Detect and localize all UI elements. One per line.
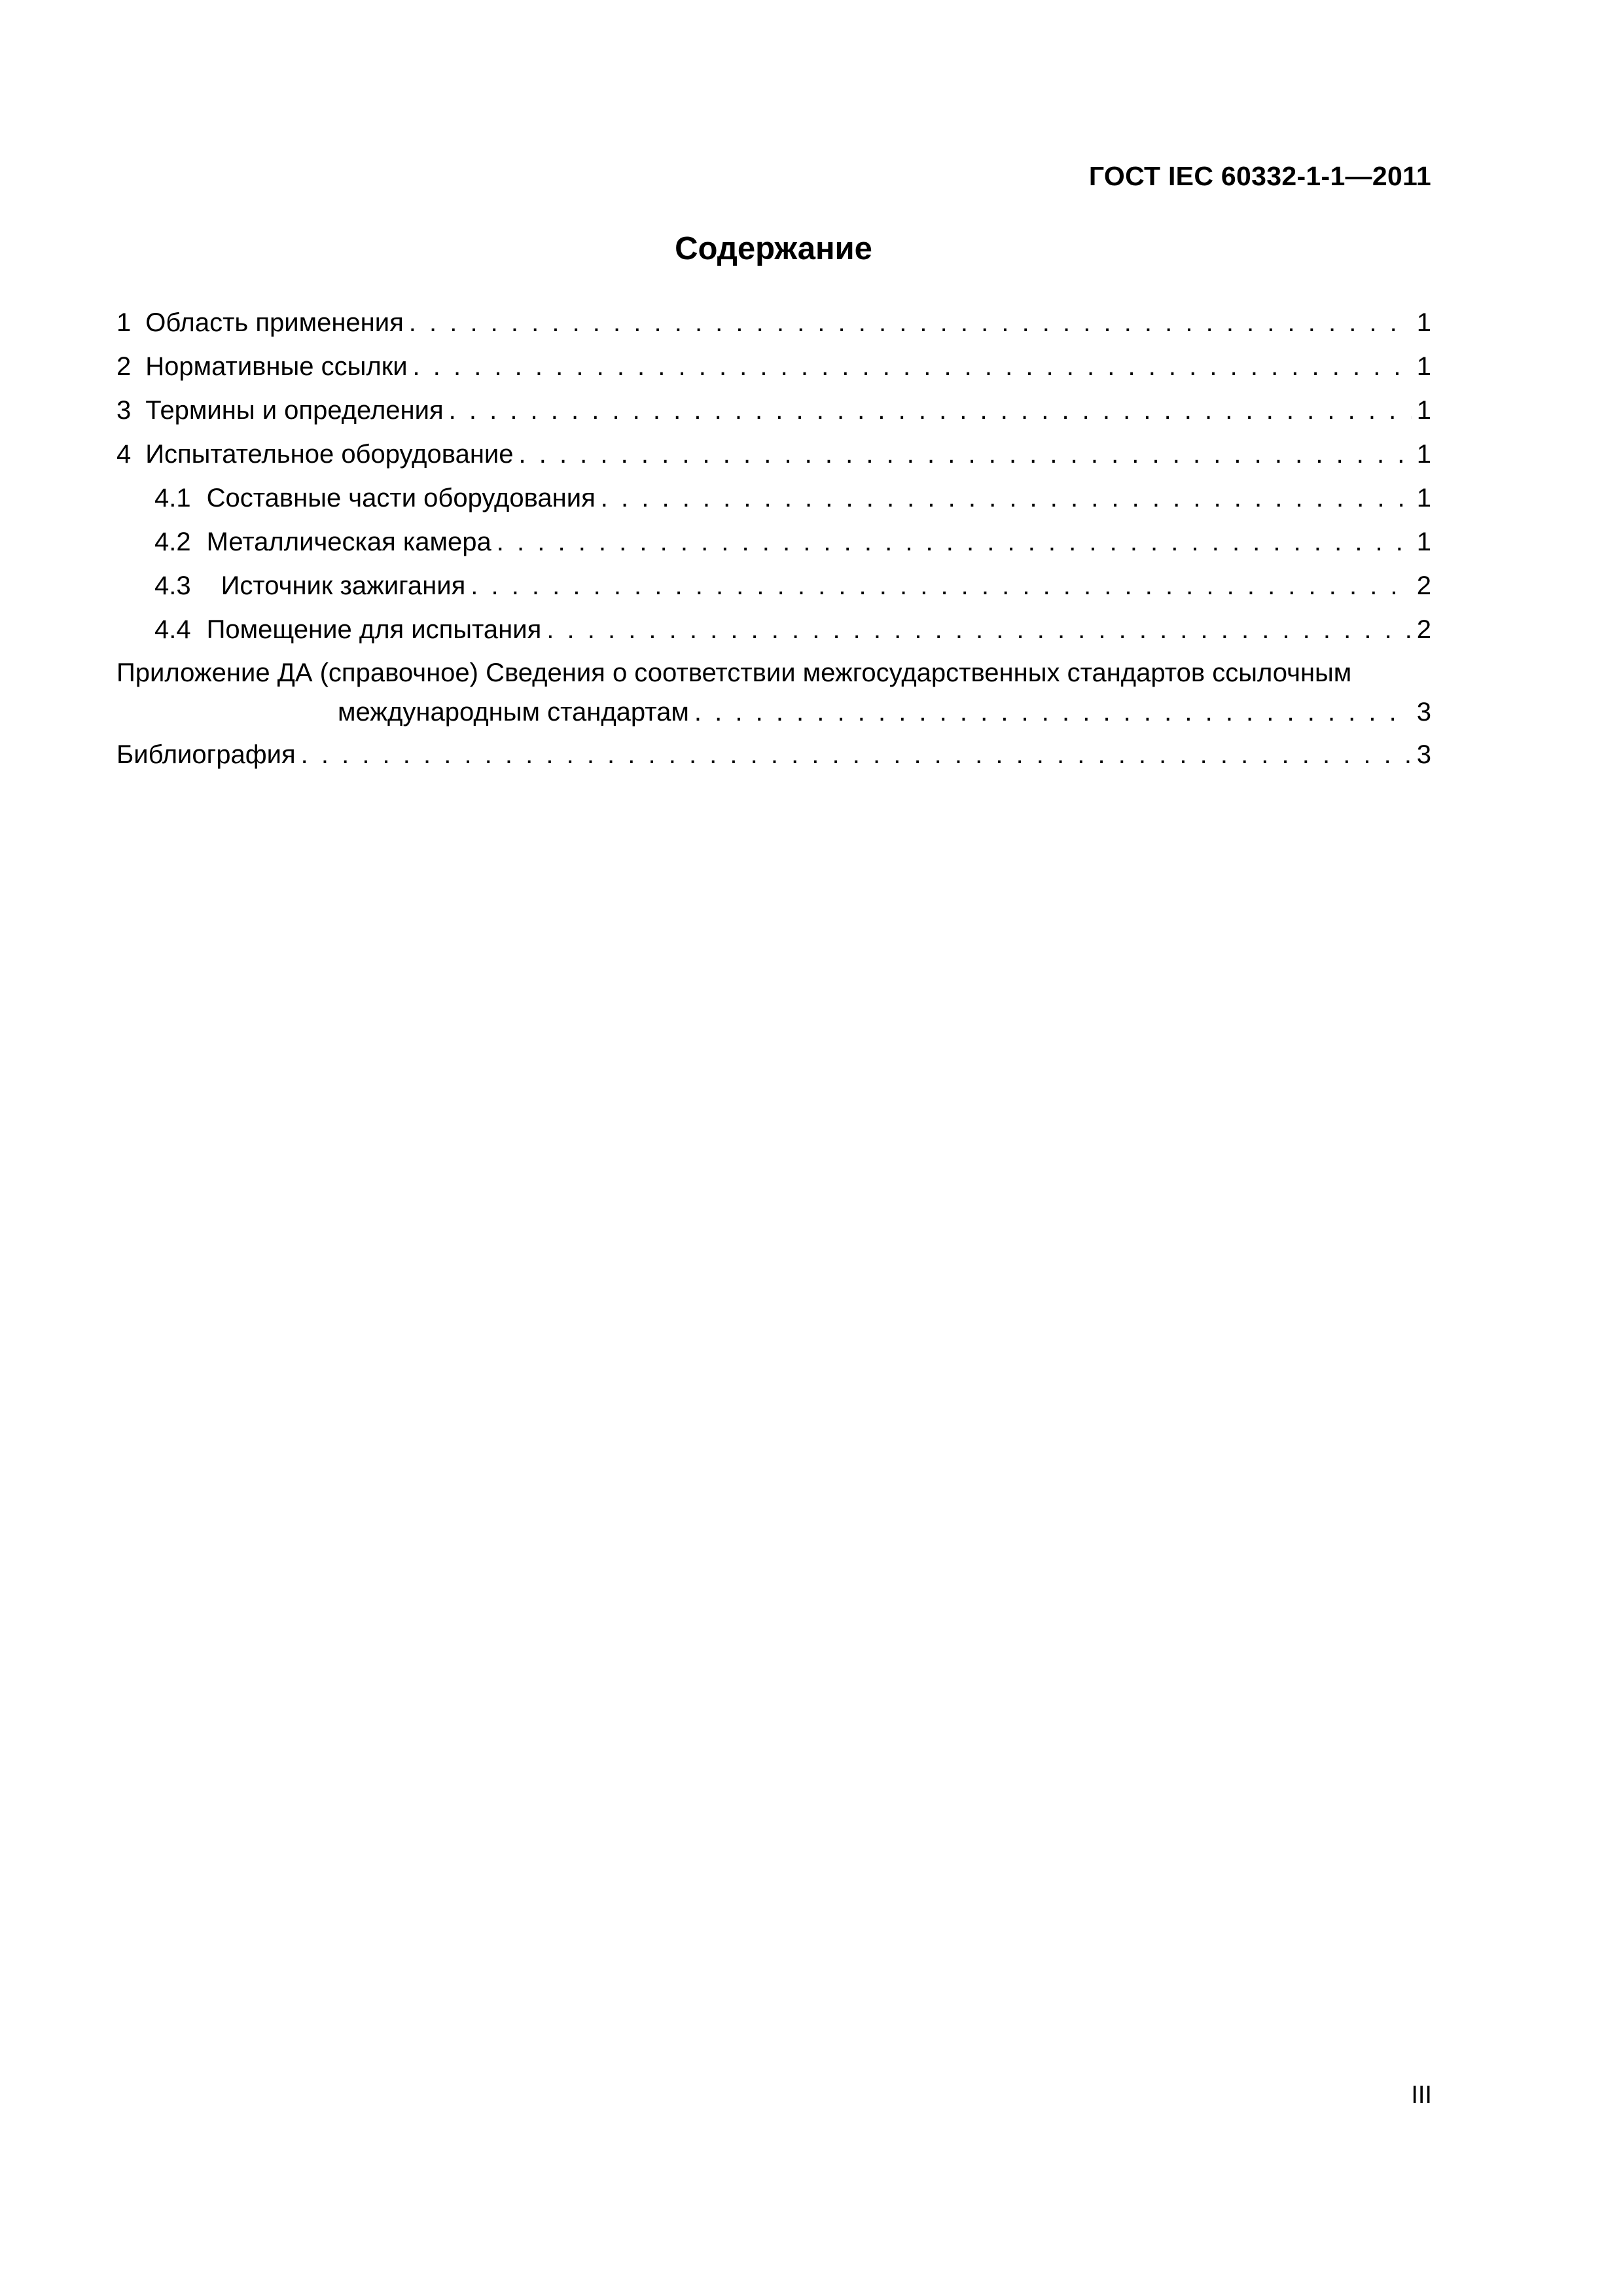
dot-leader	[601, 476, 1412, 520]
toc-annex-title-line1: Приложение ДА (справочное) Сведения о соответствии межгосударственных стандартов ссылочным	[116, 658, 1352, 687]
toc-entry-title: Нормативные ссылки	[145, 352, 408, 381]
toc-entry-title: Помещение для испытания	[206, 615, 542, 644]
toc-entry-bibliography[interactable]	[116, 733, 1431, 777]
dot-leader	[519, 433, 1412, 476]
standard-code-header: ГОСТ IEC 60332-1-1—2011	[1088, 161, 1431, 191]
toc-entry-metal-chamber[interactable]	[116, 520, 1431, 564]
toc-entry-page: 3	[1416, 698, 1431, 726]
toc-entry-number: 4	[116, 440, 132, 469]
toc-entry-title: Испытательное оборудование	[145, 440, 514, 469]
table-of-contents	[116, 301, 1431, 777]
toc-entry-annex-da[interactable]	[116, 653, 1431, 733]
toc-entry-number: 3	[116, 396, 132, 425]
toc-entry-page: 1	[1416, 308, 1431, 337]
toc-entry-equipment-parts[interactable]	[116, 476, 1431, 520]
toc-entry-number: 4.2	[154, 528, 191, 556]
toc-entry-terms[interactable]	[116, 389, 1431, 433]
toc-entry-number: 4.4	[154, 615, 191, 644]
toc-entry-ignition-source[interactable]	[116, 564, 1431, 608]
toc-entry-page: 1	[1416, 484, 1431, 512]
dot-leader	[471, 564, 1412, 608]
toc-annex-title-line2: международным стандартам	[338, 698, 689, 726]
toc-entry-number: 4.3	[154, 571, 191, 600]
dot-leader	[694, 692, 1412, 732]
toc-entry-title: Источник зажигания	[221, 571, 466, 600]
toc-entry-normative-references[interactable]	[116, 345, 1431, 389]
toc-entry-page: 3	[1416, 740, 1431, 769]
toc-entry-number: 4.1	[154, 484, 191, 512]
dot-leader	[497, 520, 1412, 564]
dot-leader	[413, 345, 1412, 389]
toc-entry-page: 1	[1416, 528, 1431, 556]
toc-entry-page: 1	[1416, 396, 1431, 425]
toc-entry-test-room[interactable]	[116, 608, 1431, 652]
page-number: III	[1411, 2081, 1432, 2109]
dot-leader	[546, 608, 1412, 652]
toc-entry-page: 1	[1416, 352, 1431, 381]
toc-entry-scope[interactable]	[116, 301, 1431, 345]
toc-entry-test-equipment[interactable]	[116, 433, 1431, 476]
toc-entry-number: 2	[116, 352, 132, 381]
toc-entry-page: 1	[1416, 440, 1431, 469]
dot-leader	[301, 733, 1412, 777]
toc-entry-number: 1	[116, 308, 132, 337]
toc-entry-title: Составные части оборудования	[206, 484, 596, 512]
toc-entry-title: Область применения	[145, 308, 404, 337]
toc-entry-page: 2	[1416, 615, 1431, 644]
dot-leader	[449, 389, 1412, 433]
toc-entry-page: 2	[1416, 571, 1431, 600]
toc-title: Содержание	[675, 231, 872, 266]
dot-leader	[409, 301, 1412, 345]
toc-entry-title: Термины и определения	[145, 396, 444, 425]
toc-annex-line2-row	[116, 692, 1431, 733]
toc-entry-title: Металлическая камера	[206, 528, 491, 556]
toc-entry-title: Библиография	[116, 740, 296, 769]
